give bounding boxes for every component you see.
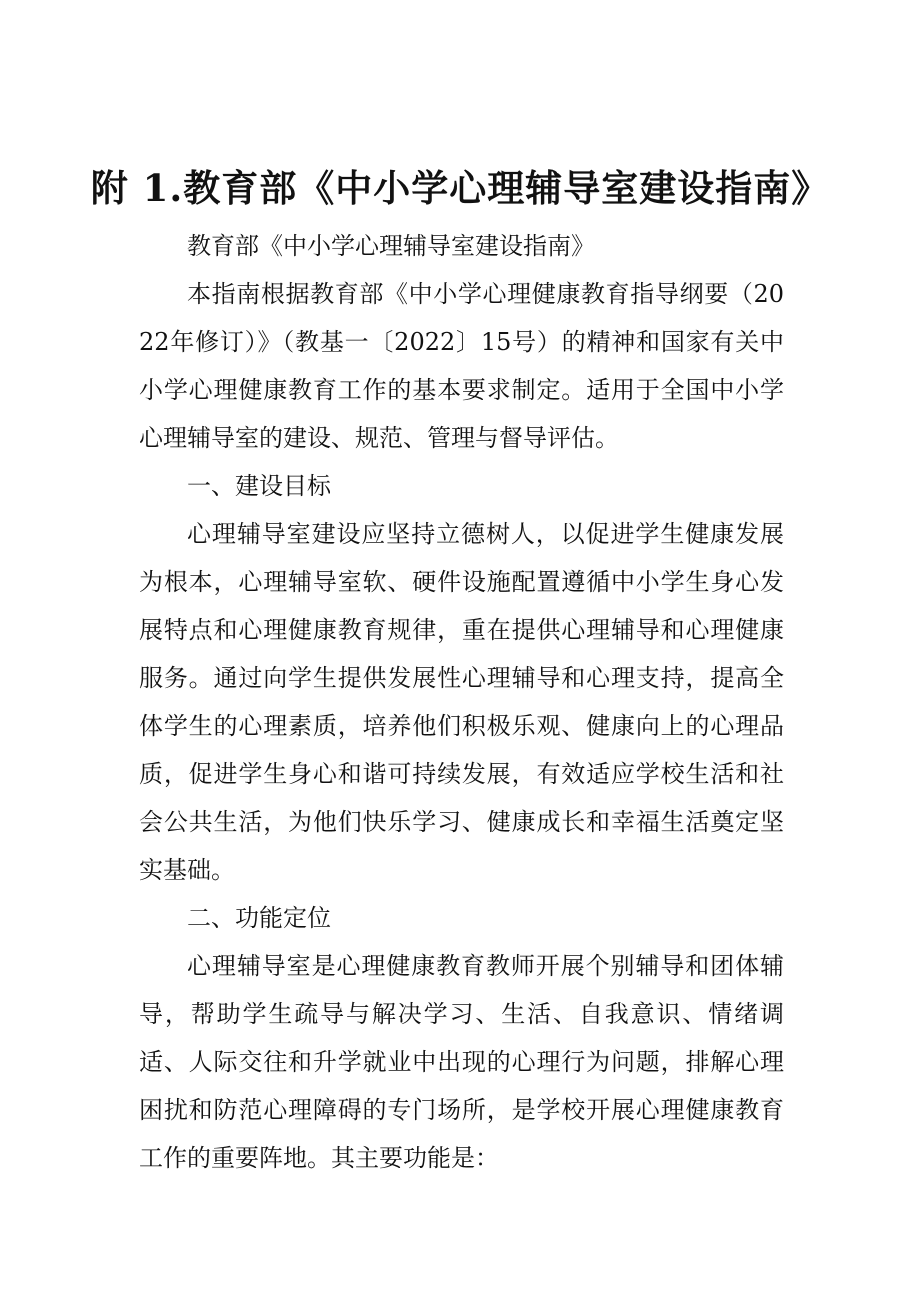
document-title: 附 1.教育部《中小学心理辅导室建设指南》: [90, 165, 830, 210]
section-heading-function: 二、功能定位: [187, 904, 331, 932]
subtitle-paragraph: 教育部《中小学心理辅导室建设指南》: [187, 232, 595, 260]
section-heading-goals: 一、建设目标: [187, 472, 331, 500]
goals-paragraph: 心理辅导室建设应坚持立德树人，以促进学生健康发展为根本，心理辅导室软、硬件设施配置遵循中小学生身心发展特点和心理健康教育规律，重在提供心理辅导和心理健康服务。通过向学生提供发展性心理辅导和心理支持，提高全体学生的心理素质，培养他们积极乐观、健康向上的心理品质，促进学生身心和谐可持续发展，有效适应学校生活和社会公共生活，为他们快乐学习、健康成长和幸福生活奠定坚实基础。: [139, 520, 784, 884]
document-body: [139, 222, 784, 1182]
function-paragraph: 心理辅导室是心理健康教育教师开展个别辅导和团体辅导，帮助学生疏导与解决学习、生活、自我意识、情绪调适、人际交往和升学就业中出现的心理行为问题，排解心理困扰和防范心理障碍的专门场所，是学校开展心理健康教育工作的重要阵地。其主要功能是：: [139, 952, 784, 1172]
intro-paragraph: 本指南根据教育部《中小学心理健康教育指导纲要（2022年修订）》（教基一〔2022〕15号）的精神和国家有关中小学心理健康教育工作的基本要求制定。适用于全国中小学心理辅导室的建设、规范、管理与督导评估。: [139, 280, 784, 452]
